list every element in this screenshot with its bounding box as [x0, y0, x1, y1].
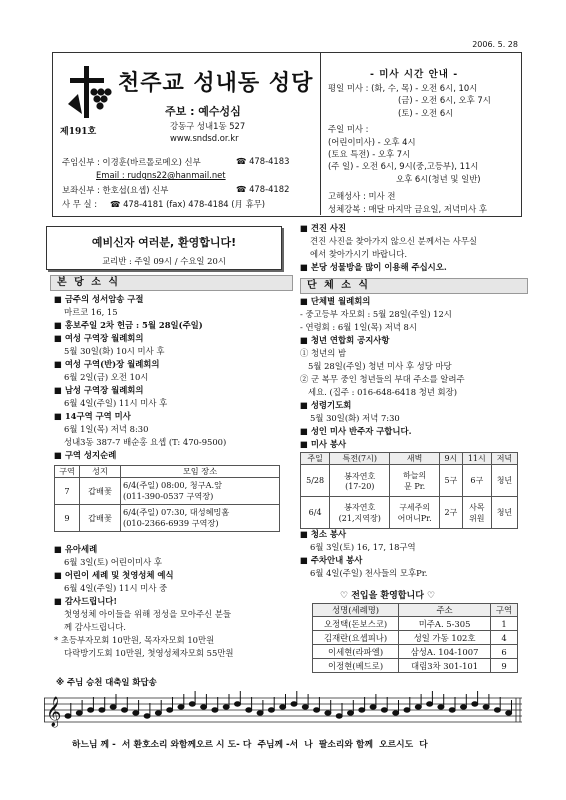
mass-service-table: [300, 452, 518, 529]
note-head: [235, 702, 241, 706]
group-news-header: 단 체 소 식: [300, 278, 528, 294]
group-line: ■ 청년 연합회 공지사항: [300, 335, 390, 345]
note-head: [336, 714, 342, 718]
table-row: [55, 505, 280, 532]
note-head: [268, 708, 274, 712]
news-line: ■ 14구역 구역 미사: [54, 411, 131, 421]
parish-news-list-2: [54, 543, 294, 660]
note-head: [99, 708, 105, 712]
note-head: [494, 708, 500, 712]
note-head: [178, 705, 184, 709]
assistant-phone: ☎ 478-4182: [236, 184, 290, 194]
news-line: 다락방기도회 10만원, 첫영성체자모회 55만원: [64, 648, 234, 658]
pastor: 주임신부 : 이경훈(바르톨로메오) 신부: [62, 157, 201, 167]
mass-times-title: - 미사 시간 안내 -: [370, 69, 459, 80]
table-row: [55, 478, 280, 505]
mass-time-line: 평일 미사 : (화, 수, 목) - 오전 6시, 10시: [328, 83, 478, 93]
hymn-title: ※ 주님 승천 대축일 화답송: [56, 677, 157, 687]
news-line: ■ 여성 구역(반)장 월례회의: [54, 359, 160, 369]
website[interactable]: www.sndsd.or.kr: [170, 133, 239, 143]
note-head: [348, 711, 354, 715]
note-head: [472, 702, 478, 706]
note-head: [144, 714, 150, 718]
table-cell: 5구: [440, 465, 463, 497]
group-line: 6월 3일(토) 16, 17, 18구역: [310, 542, 416, 552]
assistant-priest: 보좌신부 : 한호섭(요셉) 신부: [62, 185, 169, 195]
table-cell: 이정현(베드로): [313, 659, 399, 673]
note-head: [212, 708, 218, 712]
mass-time-line: (금) - 오전 6시, 오후 7시: [398, 95, 491, 106]
table-header: 구역: [491, 604, 518, 617]
table-cell: 4: [491, 631, 518, 645]
group-line: ① 청년의 밤: [300, 348, 347, 358]
news-line: 6월 1일(목) 저녁 8:30: [64, 424, 149, 434]
note-head: [133, 711, 139, 715]
issue-number: 제191호: [60, 127, 97, 137]
table-cell: 대림3차 301-101: [399, 659, 491, 673]
note-head: [122, 708, 128, 712]
note-head: [325, 711, 331, 715]
patron: 주보 : 예수성심: [165, 105, 241, 118]
parish-title: 천주교 성내동 성당: [118, 71, 314, 96]
hymn-staff: [44, 690, 522, 730]
table-row: [301, 497, 518, 529]
table-cell: 갑배꽃: [80, 478, 121, 505]
note-head: [449, 708, 455, 712]
note-head: [291, 702, 297, 706]
table-cell: 청년: [491, 497, 517, 529]
news-line: ■ 유아세례: [54, 544, 98, 554]
table-header: 구역: [55, 466, 80, 478]
note-head: [381, 708, 387, 712]
table-cell: 갑배꽃: [80, 505, 121, 532]
pilgrimage-meeting: 6/4(주일) 07:30, 대성혜밍홈: [123, 507, 230, 517]
note-head: [359, 708, 365, 712]
svg-text:𝄞: 𝄞: [46, 697, 62, 727]
header-divider: [320, 52, 321, 215]
pilgrimage-meeting: 6/4(주일) 08:00, 청구A.앞: [123, 480, 223, 490]
note-head: [110, 705, 116, 709]
note-head: [201, 705, 207, 709]
pilgrimage-contact: (011-390-0537 구역장): [123, 491, 214, 501]
news-line: 6월 4일(주일) 11시 미사 중: [64, 583, 168, 593]
group-line: - 중고등부 자모회 : 5월 28일(주일) 12시: [300, 309, 452, 319]
group-line: ■ 성인 미사 반주자 구합니다.: [300, 426, 412, 436]
news-line: ■ 홍보주일 2차 헌금 : 5월 28일(주일): [54, 320, 203, 330]
right-top-notices: [300, 222, 525, 274]
table-header: 저녁: [491, 453, 517, 465]
table-cell: [121, 478, 280, 505]
news-line: ■ 어린이 세례 및 첫영성체 예식: [54, 570, 174, 580]
table-cell: 청년: [491, 465, 517, 497]
pilgrimage-table: [54, 465, 280, 532]
table-cell: 삼성A. 104-1007: [399, 645, 491, 659]
mass-time-line: 성체강복 : 매달 마지막 금요일, 저녁미사 후: [328, 203, 487, 214]
table-cell: 2구: [440, 497, 463, 529]
parish-logo: [64, 64, 114, 120]
issue-date: 2006. 5. 28: [472, 40, 518, 49]
news-line: * 초등부자모회 10만원, 목자자모회 10만원: [54, 635, 215, 645]
newcomers-title: ♡ 전입을 환영합니다 ♡: [340, 591, 436, 601]
group-line: 5월 30일(화) 저녁 7:30: [310, 413, 400, 423]
note-head: [483, 705, 489, 709]
note-head: [506, 711, 512, 715]
note-head: [302, 705, 308, 709]
news-line: 마르코 16, 15: [64, 307, 118, 317]
table-cell: 성일 가동 102호: [399, 631, 491, 645]
mass-times-list: [328, 82, 518, 215]
note-head: [76, 711, 82, 715]
table-header: 성명(세례명): [313, 604, 399, 617]
table-header: 새벽: [390, 453, 440, 465]
note-head: [155, 711, 161, 715]
table-cell: 미주A. 5-305: [399, 617, 491, 631]
mass-time-line: (주 일) - 오전 6시, 9시(중,고등부), 11시: [328, 161, 479, 172]
note-head: [189, 702, 195, 706]
table-cell: 1: [491, 617, 518, 631]
pastor-phone: ☎ 478-4183: [236, 156, 290, 166]
table-cell: 6: [491, 645, 518, 659]
table-cell: 이세현(라파엘): [313, 645, 399, 659]
news-line: 께 감사드립니다.: [64, 622, 126, 632]
table-header: 주일: [301, 453, 330, 465]
news-line: 6월 2일(금) 오전 10시: [64, 372, 149, 382]
table-cell: 오정택(돈보스코): [313, 617, 399, 631]
mass-time-line: 오후 6시(청년 및 일반): [396, 173, 481, 184]
news-line: 첫영성체 아이들을 위해 정성을 모아주신 분들: [64, 609, 232, 619]
group-news-list: [300, 295, 525, 451]
group-line: ■ 미사 봉사: [300, 439, 347, 449]
mass-time-line: (토) - 오전 6시: [398, 107, 454, 118]
note-head: [461, 705, 467, 709]
table-cell: 5/28: [301, 465, 330, 497]
mass-time-line: 고해성사 : 미사 전: [328, 191, 396, 202]
table-header: 9시: [440, 453, 463, 465]
table-cell: 김재란(요셉피나): [313, 631, 399, 645]
address: 강동구 성내1동 527: [170, 121, 246, 131]
table-cell: [121, 505, 280, 532]
office-phone: ☎ 478-4181 (fax) 478-4184 (月 휴무): [110, 199, 266, 209]
group-line: ■ 성령기도회: [300, 400, 352, 410]
notice-line: ■ 견진 사진: [300, 223, 347, 233]
welcome-title: 예비신자 여러분, 환영합니다!: [91, 236, 237, 249]
pilgrimage-contact: (010-2366-6939 구역장): [123, 518, 219, 528]
note-head: [246, 708, 252, 712]
parish-news-header: 본 당 소 식: [50, 275, 293, 291]
table-cell: 구세주의 어머니Pr.: [390, 497, 440, 529]
group-line: 세요. (집주 : 016-648-6418 청년 회장): [300, 387, 457, 397]
note-head: [223, 705, 229, 709]
table-cell: 6/4: [301, 497, 330, 529]
newcomers-table: [312, 603, 518, 673]
table-cell: 하늘의 문 Pr.: [390, 465, 440, 497]
table-row: [313, 617, 518, 631]
note-head: [427, 702, 433, 706]
table-header: 모임 장소: [121, 466, 280, 478]
table-header: 주소: [399, 604, 491, 617]
news-line: 성내3동 387-7 배순홍 요셉 (T: 470-9500): [64, 437, 227, 447]
news-line: 5월 30일(화) 10시 미사 후: [64, 346, 165, 356]
group-line: 5월 28일(주일) 청년 미사 후 성당 마당: [300, 361, 452, 371]
news-line: ■ 여성 구역장 월례회의: [54, 333, 144, 343]
note-head: [167, 708, 173, 712]
mass-time-line: 주일 미사 :: [328, 124, 369, 135]
mass-time-line: (토요 특전) - 오후 7시: [328, 149, 411, 160]
news-line: ■ 구역 성지순례: [54, 450, 117, 460]
email-link[interactable]: Email : rudgns22@hanmail.net: [96, 170, 226, 180]
hymn-lyrics: 하느님 께 - 서 환호소리 와함께오르 시 도- 다 주님께 -서 나 팔소리와 함께 오르시도 다: [72, 740, 428, 750]
note-head: [438, 705, 444, 709]
notice-line: ■ 본당 성물방을 많이 이용해 주십시오.: [300, 262, 447, 272]
group-news-list-2: [300, 528, 525, 580]
note-head: [393, 711, 399, 715]
office-label: 사 무 실 :: [62, 199, 98, 209]
table-cell: 6구: [462, 465, 491, 497]
table-cell: 봉자연호 (21,지역장): [330, 497, 390, 529]
notice-line: 에서 찾아가시기 바랍니다.: [310, 249, 407, 259]
note-head: [257, 711, 263, 715]
welcome-subtitle: 교리반 : 주일 09시 / 수요일 20시: [102, 256, 226, 266]
news-line: ■ 금주의 성서암송 구절: [54, 294, 144, 304]
note-head: [88, 708, 94, 712]
group-line: ■ 주차안내 봉사: [300, 555, 363, 565]
news-line: ■ 남성 구역장 월례회의: [54, 385, 144, 395]
table-cell: 9: [491, 659, 518, 673]
notice-line: 견진 사진을 찾아가지 않으신 분께서는 사무실: [310, 236, 478, 246]
mass-time-line: (어린이미사) - 오후 4시: [328, 136, 416, 147]
note-head: [280, 705, 286, 709]
news-line: 6월 4일(주일) 11시 미사 후: [64, 398, 168, 408]
group-line: 6월 4일(주일) 천사들의 모후Pr.: [310, 568, 428, 578]
welcome-box: [46, 226, 282, 270]
group-line: ② 군 복무 중인 청년들의 부대 주소를 알려주: [300, 374, 465, 384]
news-line: ■ 감사드립니다!: [54, 596, 118, 606]
table-row: [313, 631, 518, 645]
table-cell: 7: [55, 478, 80, 505]
table-header: 성지: [80, 466, 121, 478]
note-head: [404, 708, 410, 712]
group-line: - 연령회 : 6월 1일(목) 저녁 8시: [300, 322, 417, 332]
note-head: [65, 714, 71, 718]
group-line: ■ 청소 봉사: [300, 529, 347, 539]
table-cell: 9: [55, 505, 80, 532]
group-line: ■ 단체별 월례회의: [300, 296, 371, 306]
table-row: [313, 659, 518, 673]
note-head: [415, 705, 421, 709]
table-header: 특전(7시): [330, 453, 390, 465]
table-header: 11시: [462, 453, 491, 465]
news-line: 6월 3일(토) 어린이미사 후: [64, 557, 162, 567]
table-row: [301, 465, 518, 497]
table-cell: 봉자연호 (17-20): [330, 465, 390, 497]
table-row: [313, 645, 518, 659]
table-cell: 사목 위원: [462, 497, 491, 529]
note-head: [370, 705, 376, 709]
parish-news-list: [54, 293, 294, 462]
note-head: [314, 708, 320, 712]
